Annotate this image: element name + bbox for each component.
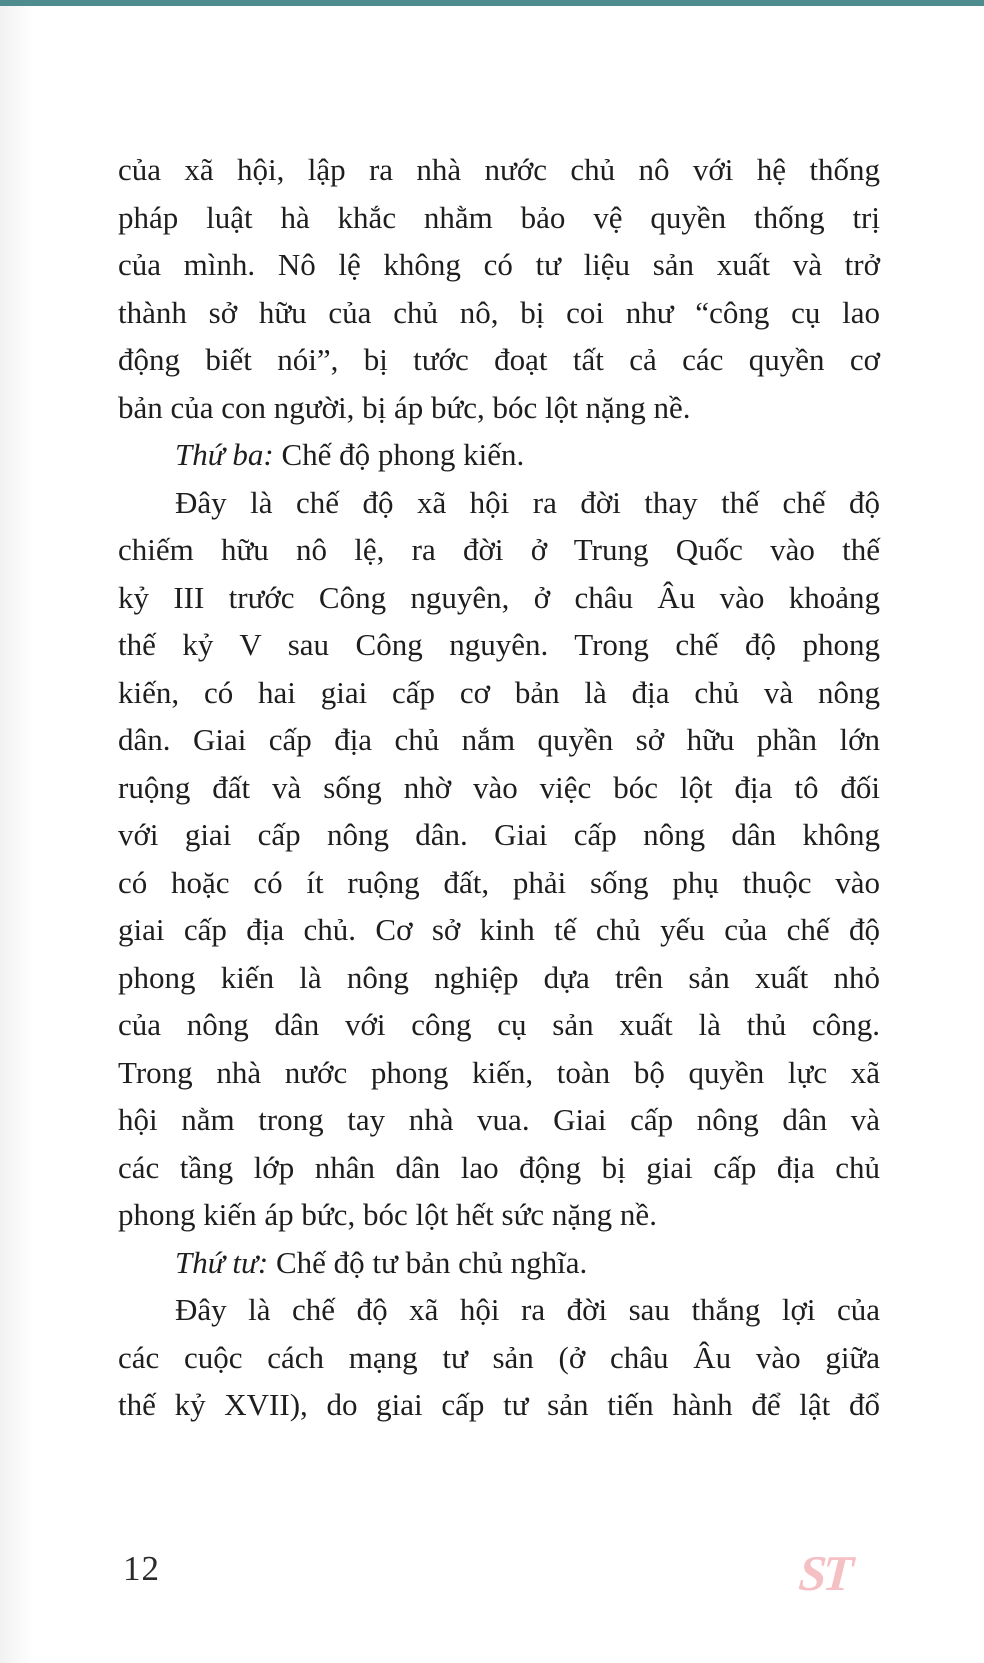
text-line <box>118 859 880 907</box>
text-line <box>118 1334 880 1382</box>
text-line <box>118 1381 880 1429</box>
text-line <box>118 669 880 717</box>
text-line <box>118 1239 880 1287</box>
text-line <box>118 384 880 432</box>
line-text: các cuộc cách mạng tư sản (ở châu Âu vào giữa <box>118 1339 880 1375</box>
text-line <box>118 479 880 527</box>
text-line <box>118 954 880 1002</box>
line-text: phong kiến là nông nghiệp dựa trên sản xuất nhỏ <box>118 959 880 995</box>
text-line <box>118 1049 880 1097</box>
line-text: giai cấp địa chủ. Cơ sở kinh tế chủ yếu của chế độ <box>118 912 880 947</box>
text-line <box>118 1191 880 1239</box>
line-text: với giai cấp nông dân. Giai cấp nông dân không <box>118 817 880 852</box>
line-text: Đây là chế độ xã hội ra đời sau thắng lợi của <box>175 1292 880 1327</box>
text-line <box>118 811 880 859</box>
line-text: dân. Giai cấp địa chủ nắm quyền sở hữu phần lớn <box>118 722 880 757</box>
paragraph-lead-italic: Thứ tư: <box>175 1244 269 1280</box>
text-line <box>118 146 880 194</box>
line-text: của mình. Nô lệ không có tư liệu sản xuất và trở <box>118 247 880 282</box>
text-line <box>118 289 880 337</box>
text-line <box>118 906 880 954</box>
text-line <box>118 574 880 622</box>
line-text: của nông dân với công cụ sản xuất là thủ công. <box>118 1007 880 1042</box>
line-text: phong kiến áp bức, bóc lột hết sức nặng nề. <box>118 1197 657 1232</box>
line-text: hội nằm trong tay nhà vua. Giai cấp nông dân và <box>118 1102 880 1137</box>
line-text: Trong nhà nước phong kiến, toàn bộ quyền lực xã <box>118 1054 880 1090</box>
text-line <box>118 431 880 479</box>
text-line <box>118 241 880 289</box>
line-text: kiến, có hai giai cấp cơ bản là địa chủ và nông <box>118 674 880 710</box>
text-line <box>118 1096 880 1144</box>
line-text: Đây là chế độ xã hội ra đời thay thế chế độ <box>175 484 880 520</box>
text-line <box>118 336 880 384</box>
line-text: các tầng lớp nhân dân lao động bị giai cấp địa chủ <box>118 1149 880 1185</box>
line-text: có hoặc có ít ruộng đất, phải sống phụ thuộc vào <box>118 864 880 900</box>
text-line <box>118 526 880 574</box>
line-text: Chế độ phong kiến. <box>273 437 525 472</box>
text-line <box>118 1001 880 1049</box>
line-text: động biết nói”, bị tước đoạt tất cả các quyền cơ <box>118 342 880 377</box>
body-text-block <box>118 146 880 1429</box>
line-text: thế kỷ XVII), do giai cấp tư sản tiến hành để lật đổ <box>118 1387 880 1422</box>
line-text: kỷ III trước Công nguyên, ở châu Âu vào khoảng <box>118 579 880 615</box>
text-line <box>118 194 880 242</box>
text-line <box>118 1144 880 1192</box>
line-text: ruộng đất và sống nhờ vào việc bóc lột địa tô đối <box>118 769 880 805</box>
publisher-logo: ST <box>797 1545 852 1601</box>
text-line <box>118 621 880 669</box>
text-line <box>118 1286 880 1334</box>
line-text: pháp luật hà khắc nhằm bảo vệ quyền thống trị <box>118 199 880 235</box>
line-text: bản của con người, bị áp bức, bóc lột nặng nề. <box>118 389 691 425</box>
line-text: Chế độ tư bản chủ nghĩa. <box>268 1244 588 1280</box>
line-text: thành sở hữu của chủ nô, bị coi như “công cụ lao <box>118 294 880 330</box>
line-text: chiếm hữu nô lệ, ra đời ở Trung Quốc vào thế <box>118 532 880 567</box>
text-line <box>118 764 880 812</box>
paragraph-lead-italic: Thứ ba: <box>175 437 274 472</box>
text-line <box>118 716 880 764</box>
line-text: của xã hội, lập ra nhà nước chủ nô với hệ thống <box>118 152 880 187</box>
line-text: thế kỷ V sau Công nguyên. Trong chế độ phong <box>118 627 880 662</box>
top-accent-bar <box>0 0 984 6</box>
page-number: 12 <box>123 1549 160 1588</box>
